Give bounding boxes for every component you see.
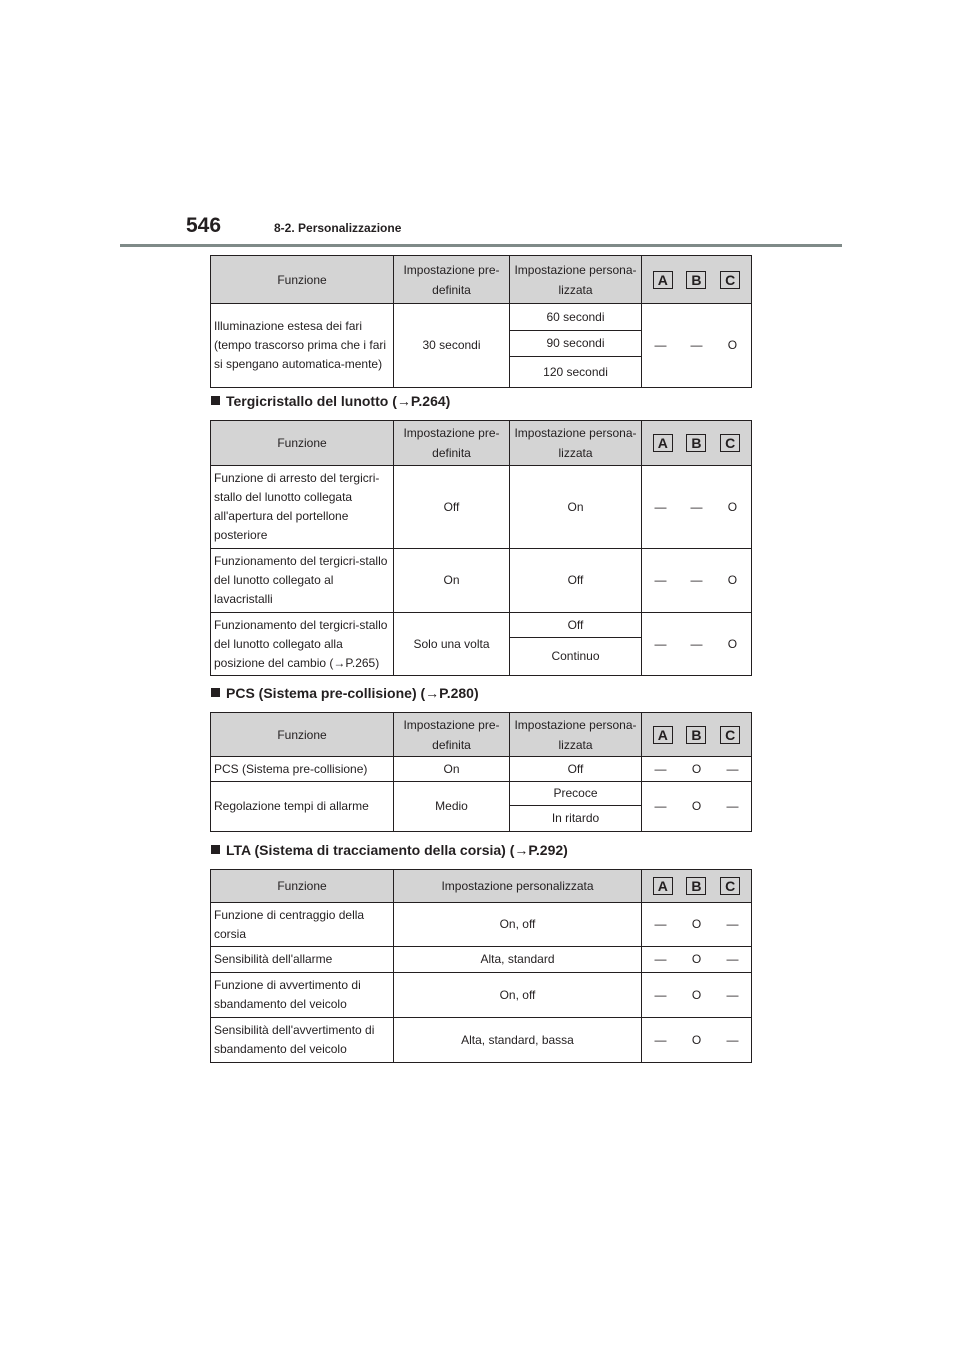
default-cell: Solo una volta — [394, 613, 510, 676]
option-cell: Off — [510, 757, 642, 782]
abc-cell: — O — — [642, 782, 752, 832]
option-cell: 60 secondi — [510, 304, 642, 331]
col-default: Impostazione pre-definita — [394, 713, 510, 757]
marker-b: B — [686, 271, 706, 289]
lta-table — [210, 869, 752, 1063]
option-cell: Alta, standard — [394, 947, 642, 973]
option-cell: 120 secondi — [510, 357, 642, 388]
function-cell: Regolazione tempi di allarme — [211, 782, 394, 832]
col-abc: A B C — [642, 713, 752, 757]
function-cell: Funzione di centraggio della corsia — [211, 903, 394, 947]
col-custom: Impostazione personalizzata — [394, 870, 642, 903]
col-custom: Impostazione persona-lizzata — [510, 256, 642, 304]
option-cell: 90 secondi — [510, 331, 642, 357]
default-cell: 30 secondi — [394, 304, 510, 388]
option-cell: On, off — [394, 903, 642, 947]
rear-wiper-table — [210, 420, 752, 676]
default-cell: Medio — [394, 782, 510, 832]
col-default: Impostazione pre-definita — [394, 256, 510, 304]
default-cell: On — [394, 757, 510, 782]
abc-cell: — — O — [642, 613, 752, 676]
pcs-table — [210, 712, 752, 832]
default-cell: On — [394, 549, 510, 613]
col-funzione: Funzione — [211, 713, 394, 757]
header-rule — [120, 244, 842, 247]
col-custom: Impostazione persona-lizzata — [510, 421, 642, 466]
col-custom: Impostazione persona-lizzata — [510, 713, 642, 757]
col-funzione: Funzione — [211, 421, 394, 466]
page-number: 546 — [186, 214, 222, 237]
section-heading: PCS (Sistema pre-collisione) (→P.280) — [211, 685, 479, 701]
option-cell: On — [510, 466, 642, 549]
marker-c: C — [720, 271, 740, 289]
function-cell: Funzione di avvertimento di sbandamento del veicolo — [211, 973, 394, 1018]
col-abc — [642, 256, 752, 304]
function-cell: Sensibilità dell'avvertimento di sbandamento del veicolo — [211, 1018, 394, 1063]
option-cell: In ritardo — [510, 806, 642, 832]
option-cell: Off — [510, 549, 642, 613]
section-heading: LTA (Sistema di tracciamento della corsia) (→P.292) — [211, 842, 568, 858]
abc-cell: — O — — [642, 757, 752, 782]
function-cell: Funzionamento del tergicri-stallo del lunotto collegato al lavacristalli — [211, 549, 394, 613]
col-abc: A B C — [642, 421, 752, 466]
abc-cell: — — O — [642, 549, 752, 613]
function-cell: PCS (Sistema pre-collisione) — [211, 757, 394, 782]
col-default: Impostazione pre-definita — [394, 421, 510, 466]
function-cell: Sensibilità dell'allarme — [211, 947, 394, 973]
abc-cell: — — O — [642, 466, 752, 549]
section-heading: Tergicristallo del lunotto (→P.264) — [211, 393, 450, 409]
abc-cell: — O — — [642, 947, 752, 973]
abc-cell: — — O — [642, 304, 752, 388]
abc-cell: — O — — [642, 973, 752, 1018]
option-cell: Alta, standard, bassa — [394, 1018, 642, 1063]
section-title: 8-2. Personalizzazione — [274, 221, 402, 235]
function-cell: Funzione di arresto del tergicri-stallo del lunotto collegata all'apertura del portellone posteriore — [211, 466, 394, 549]
col-funzione: Funzione — [211, 870, 394, 903]
default-cell: Off — [394, 466, 510, 549]
function-cell: Illuminazione estesa dei fari (tempo trascorso prima che i fari si spengano automatica-mente) — [211, 304, 394, 388]
abc-cell: — O — — [642, 903, 752, 947]
option-cell: On, off — [394, 973, 642, 1018]
abc-cell: — O — — [642, 1018, 752, 1063]
col-abc: A B C — [642, 870, 752, 903]
option-cell: Off — [510, 613, 642, 638]
col-funzione: Funzione — [211, 256, 394, 304]
headlight-table — [210, 255, 752, 388]
option-cell: Precoce — [510, 782, 642, 806]
function-cell: Funzionamento del tergicri-stallo del lunotto collegato alla posizione del cambio (→P.265) — [211, 613, 394, 676]
option-cell: Continuo — [510, 638, 642, 676]
marker-a: A — [653, 271, 673, 289]
